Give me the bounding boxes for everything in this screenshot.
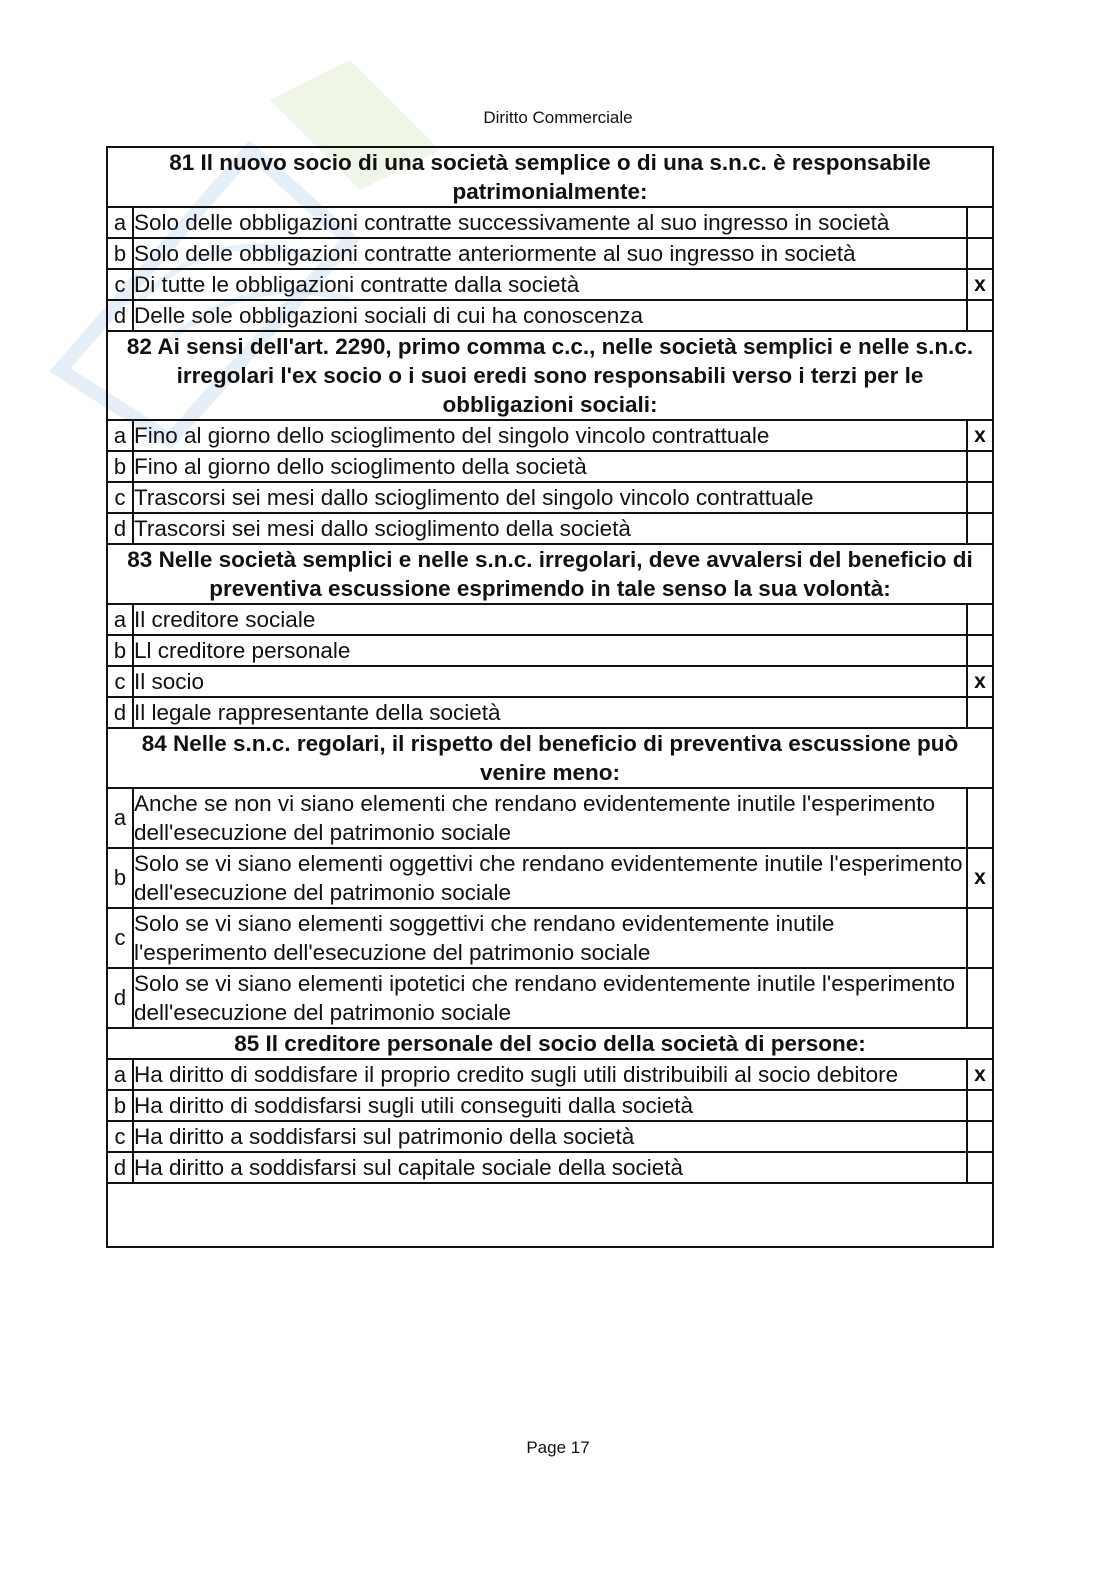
answer-mark <box>967 513 993 544</box>
page-header: Diritto Commerciale <box>483 108 633 127</box>
answer-row <box>107 420 993 451</box>
answer-row <box>107 207 993 238</box>
answer-letter: d <box>107 968 133 1028</box>
answer-row <box>107 635 993 666</box>
answer-letter: a <box>107 207 133 238</box>
answer-letter: b <box>107 635 133 666</box>
answer-row <box>107 848 993 908</box>
empty-row <box>107 1183 993 1247</box>
question-row <box>107 728 993 788</box>
answer-row <box>107 513 993 544</box>
answer-mark: x <box>967 420 993 451</box>
answer-text: Ha diritto a soddisfarsi sul capitale sociale della società <box>133 1152 967 1183</box>
answer-text: Il legale rappresentante della società <box>133 697 967 728</box>
answer-mark: x <box>967 1059 993 1090</box>
question-text: 82 Ai sensi dell'art. 2290, primo comma c.c., nelle società semplici e nelle s.n.c. irregolari l'ex socio o i suoi eredi sono responsabili verso i terzi per le obbligazioni sociali: <box>107 331 993 420</box>
answer-mark <box>967 300 993 331</box>
answer-text: Solo se vi siano elementi oggettivi che rendano evidentemente inutile l'esperimento dell'esecuzione del patrimonio sociale <box>133 848 967 908</box>
question-row <box>107 1028 993 1059</box>
empty-cell <box>107 1183 993 1247</box>
answer-letter: c <box>107 908 133 968</box>
answer-row <box>107 1090 993 1121</box>
answer-text: Di tutte le obbligazioni contratte dalla società <box>133 269 967 300</box>
answer-letter: a <box>107 604 133 635</box>
answer-letter: a <box>107 1059 133 1090</box>
answer-letter: d <box>107 300 133 331</box>
answer-text: Ha diritto a soddisfarsi sul patrimonio della società <box>133 1121 967 1152</box>
answer-mark <box>967 604 993 635</box>
answer-letter: c <box>107 269 133 300</box>
answer-mark <box>967 908 993 968</box>
answer-row <box>107 1121 993 1152</box>
answer-letter: c <box>107 666 133 697</box>
answer-mark <box>967 1090 993 1121</box>
answer-letter: a <box>107 420 133 451</box>
answer-text: Solo se vi siano elementi ipotetici che rendano evidentemente inutile l'esperimento dell'esecuzione del patrimonio sociale <box>133 968 967 1028</box>
answer-row <box>107 238 993 269</box>
answer-row <box>107 788 993 848</box>
answer-mark: x <box>967 666 993 697</box>
answer-row <box>107 482 993 513</box>
answer-text: Fino al giorno dello scioglimento del singolo vincolo contrattuale <box>133 420 967 451</box>
answer-row <box>107 300 993 331</box>
answer-row <box>107 697 993 728</box>
answer-row <box>107 269 993 300</box>
answer-mark <box>967 451 993 482</box>
answer-text: Delle sole obbligazioni sociali di cui ha conoscenza <box>133 300 967 331</box>
answer-row <box>107 968 993 1028</box>
answer-text: Ll creditore personale <box>133 635 967 666</box>
answer-mark <box>967 635 993 666</box>
answer-letter: c <box>107 482 133 513</box>
answer-row <box>107 1152 993 1183</box>
answer-mark <box>967 1152 993 1183</box>
question-text: 84 Nelle s.n.c. regolari, il rispetto del beneficio di preventiva escussione può venire meno: <box>107 728 993 788</box>
answer-text: Trascorsi sei mesi dallo scioglimento della società <box>133 513 967 544</box>
question-text: 81 Il nuovo socio di una società semplice o di una s.n.c. è responsabile patrimonialmente: <box>107 147 993 207</box>
answer-letter: a <box>107 788 133 848</box>
answer-letter: c <box>107 1121 133 1152</box>
answer-text: Ha diritto di soddisfare il proprio credito sugli utili distribuibili al socio debitore <box>133 1059 967 1090</box>
answer-row <box>107 604 993 635</box>
answer-mark <box>967 968 993 1028</box>
question-text: 83 Nelle società semplici e nelle s.n.c. irregolari, deve avvalersi del beneficio di preventiva escussione esprimendo in tale senso la sua volontà: <box>107 544 993 604</box>
answer-letter: b <box>107 848 133 908</box>
answer-text: Il creditore sociale <box>133 604 967 635</box>
answer-row <box>107 908 993 968</box>
answer-letter: d <box>107 697 133 728</box>
answer-mark <box>967 1121 993 1152</box>
answer-mark <box>967 482 993 513</box>
answer-text: Solo se vi siano elementi soggettivi che rendano evidentemente inutile l'esperimento dell'esecuzione del patrimonio sociale <box>133 908 967 968</box>
answer-row <box>107 451 993 482</box>
answer-letter: d <box>107 513 133 544</box>
answer-mark: x <box>967 848 993 908</box>
answer-mark <box>967 207 993 238</box>
quiz-table <box>106 146 994 1248</box>
answer-mark <box>967 697 993 728</box>
answer-text: Ha diritto di soddisfarsi sugli utili conseguiti dalla società <box>133 1090 967 1121</box>
answer-letter: d <box>107 1152 133 1183</box>
page-number: Page 17 <box>526 1438 590 1457</box>
answer-text: Solo delle obbligazioni contratte successivamente al suo ingresso in società <box>133 207 967 238</box>
answer-letter: b <box>107 238 133 269</box>
answer-mark <box>967 788 993 848</box>
question-row <box>107 331 993 420</box>
answer-row <box>107 1059 993 1090</box>
answer-row <box>107 666 993 697</box>
answer-letter: b <box>107 1090 133 1121</box>
question-row <box>107 544 993 604</box>
answer-letter: b <box>107 451 133 482</box>
answer-mark <box>967 238 993 269</box>
answer-mark: x <box>967 269 993 300</box>
answer-text: Solo delle obbligazioni contratte anteriormente al suo ingresso in società <box>133 238 967 269</box>
answer-text: Il socio <box>133 666 967 697</box>
question-text: 85 Il creditore personale del socio della società di persone: <box>107 1028 993 1059</box>
answer-text: Trascorsi sei mesi dallo scioglimento del singolo vincolo contrattuale <box>133 482 967 513</box>
question-row <box>107 147 993 207</box>
answer-text: Fino al giorno dello scioglimento della società <box>133 451 967 482</box>
answer-text: Anche se non vi siano elementi che rendano evidentemente inutile l'esperimento dell'esecuzione del patrimonio sociale <box>133 788 967 848</box>
